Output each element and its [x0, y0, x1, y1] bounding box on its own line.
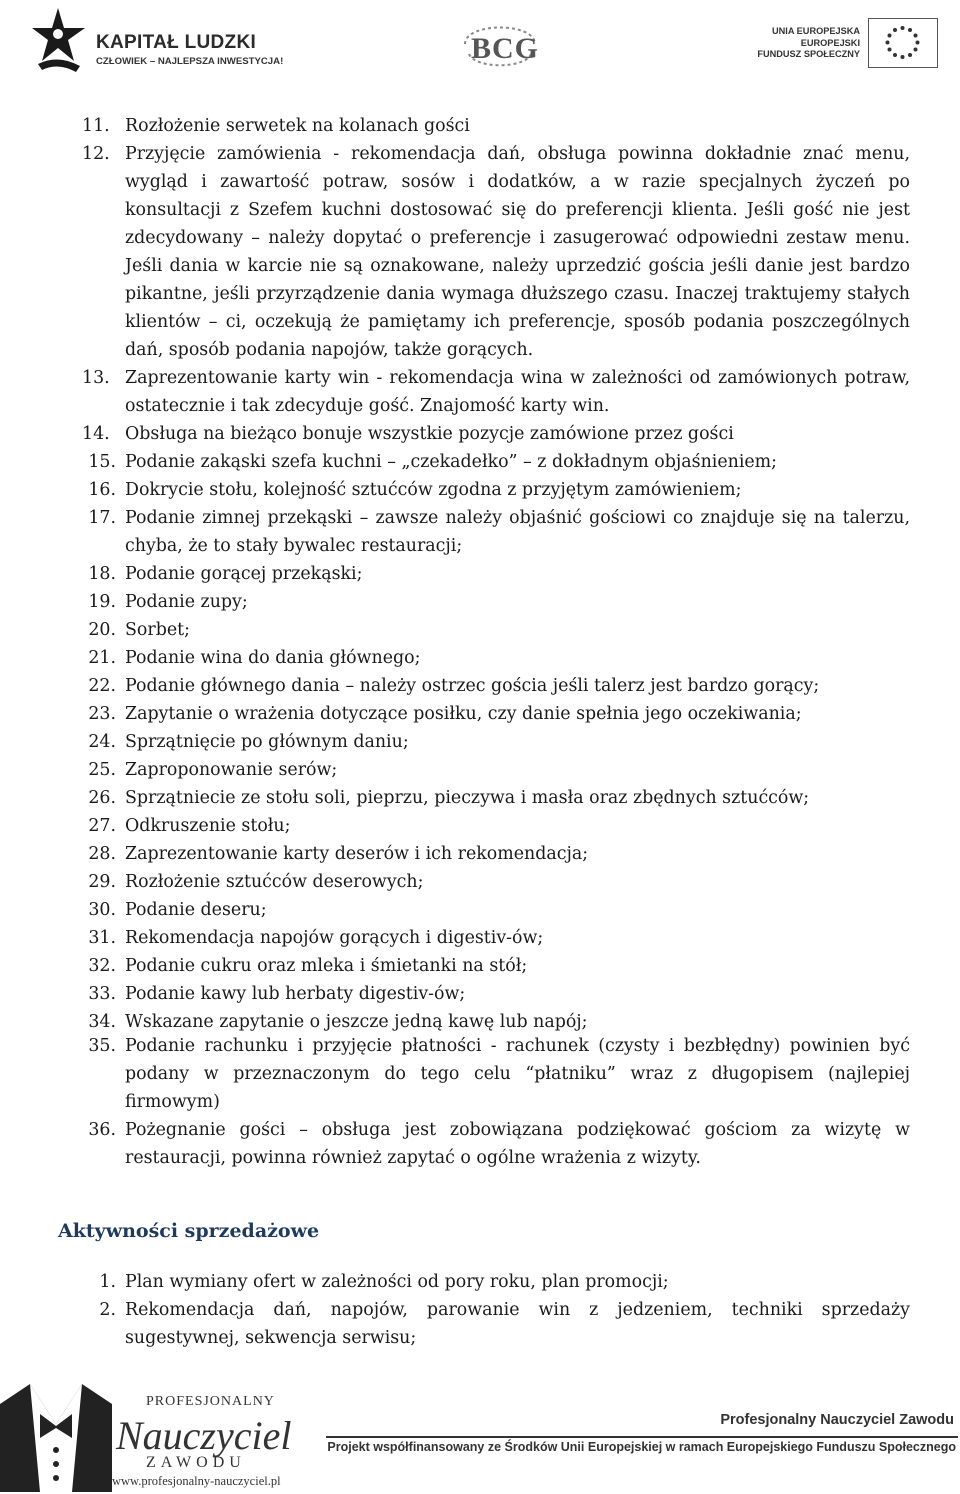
list-number: 36.	[88, 1120, 116, 1140]
section-title: Aktywności sprzedażowe	[58, 1220, 320, 1242]
page-footer	[0, 1378, 960, 1494]
kapital-ludzki-logo	[30, 6, 284, 76]
list-text: Plan wymiany ofert w zależności od pory roku, plan promocji;	[125, 1272, 669, 1292]
list-number: 29.	[88, 872, 116, 892]
list-text: Obsługa na bieżąco bonuje wszystkie pozycje zamówione przez gości	[125, 424, 734, 444]
footer-subtitle: Projekt współfinansowany ze Środków Unii Europejskiej w ramach Europejskiego Funduszu Społecznego	[327, 1440, 956, 1454]
list-number: 26.	[88, 788, 116, 808]
list-text: Zapytanie o wrażenia dotyczące posiłku, czy danie spełnia jego oczekiwania;	[125, 704, 802, 724]
logo-bottom-text: ZAWODU	[146, 1454, 246, 1471]
list-number: 2.	[99, 1300, 116, 1320]
list-text: Zaproponowanie serów;	[125, 760, 338, 780]
list-number: 27.	[88, 816, 116, 836]
list-number: 21.	[88, 648, 116, 668]
list-number: 25.	[88, 760, 116, 780]
list-text: Pożegnanie gości – obsługa jest zobowiązana podziękować gościom za wizytę w restauracji, powinna również zapytać o ogólne wrażenia z wizyty.	[125, 1120, 910, 1168]
list-text: Podanie zupy;	[125, 592, 248, 612]
list-number: 17.	[88, 508, 116, 528]
list-text: Rozłożenie serwetek na kolanach gości	[125, 116, 470, 136]
list-number: 24.	[88, 732, 116, 752]
tuxedo-icon	[0, 1384, 112, 1492]
list-text: Dokrycie stołu, kolejność sztućców zgodna z przyjętym zamówieniem;	[125, 480, 742, 500]
list-text: Podanie gorącej przekąski;	[125, 564, 363, 584]
list-text: Sprzątniecie ze stołu soli, pieprzu, pieczywa i masła oraz zbędnych sztućców;	[125, 788, 810, 808]
list-number: 34.	[88, 1012, 116, 1032]
list-number: 20.	[88, 620, 116, 640]
list-text: Wskazane zapytanie o jeszcze jedną kawę lub napój;	[125, 1012, 588, 1032]
list-text: Rekomendacja dań, napojów, parowanie win z jedzeniem, techniki sprzedaży sugestywnej, sekwencja serwisu;	[125, 1300, 910, 1348]
list-number: 22.	[88, 676, 116, 696]
list-text: Podanie głównego dania – należy ostrzec gościa jeśli talerz jest bardzo gorący;	[125, 676, 820, 696]
website-link[interactable]: www.profesjonalny-nauczyciel.pl	[112, 1474, 281, 1488]
list-number: 30.	[88, 900, 116, 920]
list-number: 14.	[82, 424, 110, 444]
list-text: Rekomendacja napojów gorących i digestiv-ów;	[125, 928, 544, 948]
list-text: Podanie zimnej przekąski – zawsze należy objaśnić gościowi co znajduje się na talerzu, chyba, że to stały bywalec restauracji;	[125, 508, 910, 556]
list-text: Podanie rachunku i przyjęcie płatności - rachunek (czysty i bezbłędny) powinien być podany w przeznaczonym do tego celu “płatniku” wraz z długopisem (najlepiej firmowym)	[125, 1036, 910, 1112]
list-text: Zaprezentowanie karty deserów i ich rekomendacja;	[125, 844, 589, 864]
bcg-logo	[455, 14, 545, 74]
kapital-ludzki-subtitle: CZŁOWIEK – NAJLEPSZA INWESTYCJA!	[96, 56, 284, 67]
list-number: 32.	[88, 956, 116, 976]
list-text: Podanie deseru;	[125, 900, 267, 920]
page-header	[0, 0, 960, 92]
list-number: 33.	[88, 984, 116, 1004]
eu-line-3: FUNDUSZ SPOŁECZNY	[757, 49, 860, 59]
list-number: 16.	[88, 480, 116, 500]
list-number: 19.	[88, 592, 116, 612]
list-number: 12.	[82, 144, 110, 164]
list-number: 15.	[88, 452, 116, 472]
logo-script-text: Nauczyciel	[116, 1413, 292, 1458]
bcg-text: BCG	[471, 32, 540, 65]
list-number: 23.	[88, 704, 116, 724]
list-number: 31.	[88, 928, 116, 948]
kapital-ludzki-title: KAPITAŁ LUDZKI	[96, 32, 257, 53]
logo-top-text: PROFESJONALNY	[146, 1394, 275, 1409]
list-number: 28.	[88, 844, 116, 864]
list-number: 13.	[82, 368, 110, 388]
list-text: Podanie kawy lub herbaty digestiv-ów;	[125, 984, 466, 1004]
footer-divider	[326, 1436, 958, 1438]
list-number: 18.	[88, 564, 116, 584]
list-text: Podanie cukru oraz mleka i śmietanki na stół;	[125, 956, 528, 976]
eu-logo	[757, 12, 938, 74]
list-text: Podanie wina do dania głównego;	[125, 648, 421, 668]
list-text: Rozłożenie sztućców deserowych;	[125, 872, 424, 892]
star-icon	[30, 6, 90, 76]
eu-line-2: EUROPEJSKI	[800, 37, 860, 48]
list-number: 11.	[82, 116, 110, 136]
eu-text	[757, 26, 860, 61]
list-text: Sorbet;	[125, 620, 190, 640]
footer-title: Profesjonalny Nauczyciel Zawodu	[720, 1412, 954, 1428]
list-number: 35.	[88, 1036, 116, 1056]
list-text: Podanie zakąski szefa kuchni – „czekadełko” – z dokładnym objaśnieniem;	[125, 452, 778, 472]
profesjonalny-nauczyciel-logo	[112, 1382, 322, 1492]
eu-flag-icon	[868, 18, 938, 68]
list-text: Sprzątnięcie po głównym daniu;	[125, 732, 409, 752]
list-text: Odkruszenie stołu;	[125, 816, 291, 836]
list-number: 1.	[99, 1272, 116, 1292]
list-text: Przyjęcie zamówienia - rekomendacja dań, obsługa powinna dokładnie znać menu, wygląd i zawartość potraw, sosów i dodatków, a w razie specjalnych życzeń po konsultacji z Szefem kuchni dostosować się do preferencji klienta. Jeśli gość nie jest zdecydowany – należy dopytać o preferencje i zasugerować odpowiedni zestaw menu. Jeśli dania w karcie nie są oznakowane, należy uprzedzić gościa jeśli danie jest bardzo pikantne, jeśli przyrządzenie dania wymaga dłuższego czasu. Inaczej traktujemy stałych klientów – ci, oczekują że pamiętamy ich preferencje, sposób podania poszczególnych dań, sposób podania napojów, także gorących.	[125, 144, 910, 360]
eu-line-1: UNIA EUROPEJSKA	[772, 26, 860, 36]
list-text: Zaprezentowanie karty win - rekomendacja wina w zależności od zamówionych potraw, ostatecznie i tak zdecyduje gość. Znajomość karty win.	[125, 368, 910, 416]
